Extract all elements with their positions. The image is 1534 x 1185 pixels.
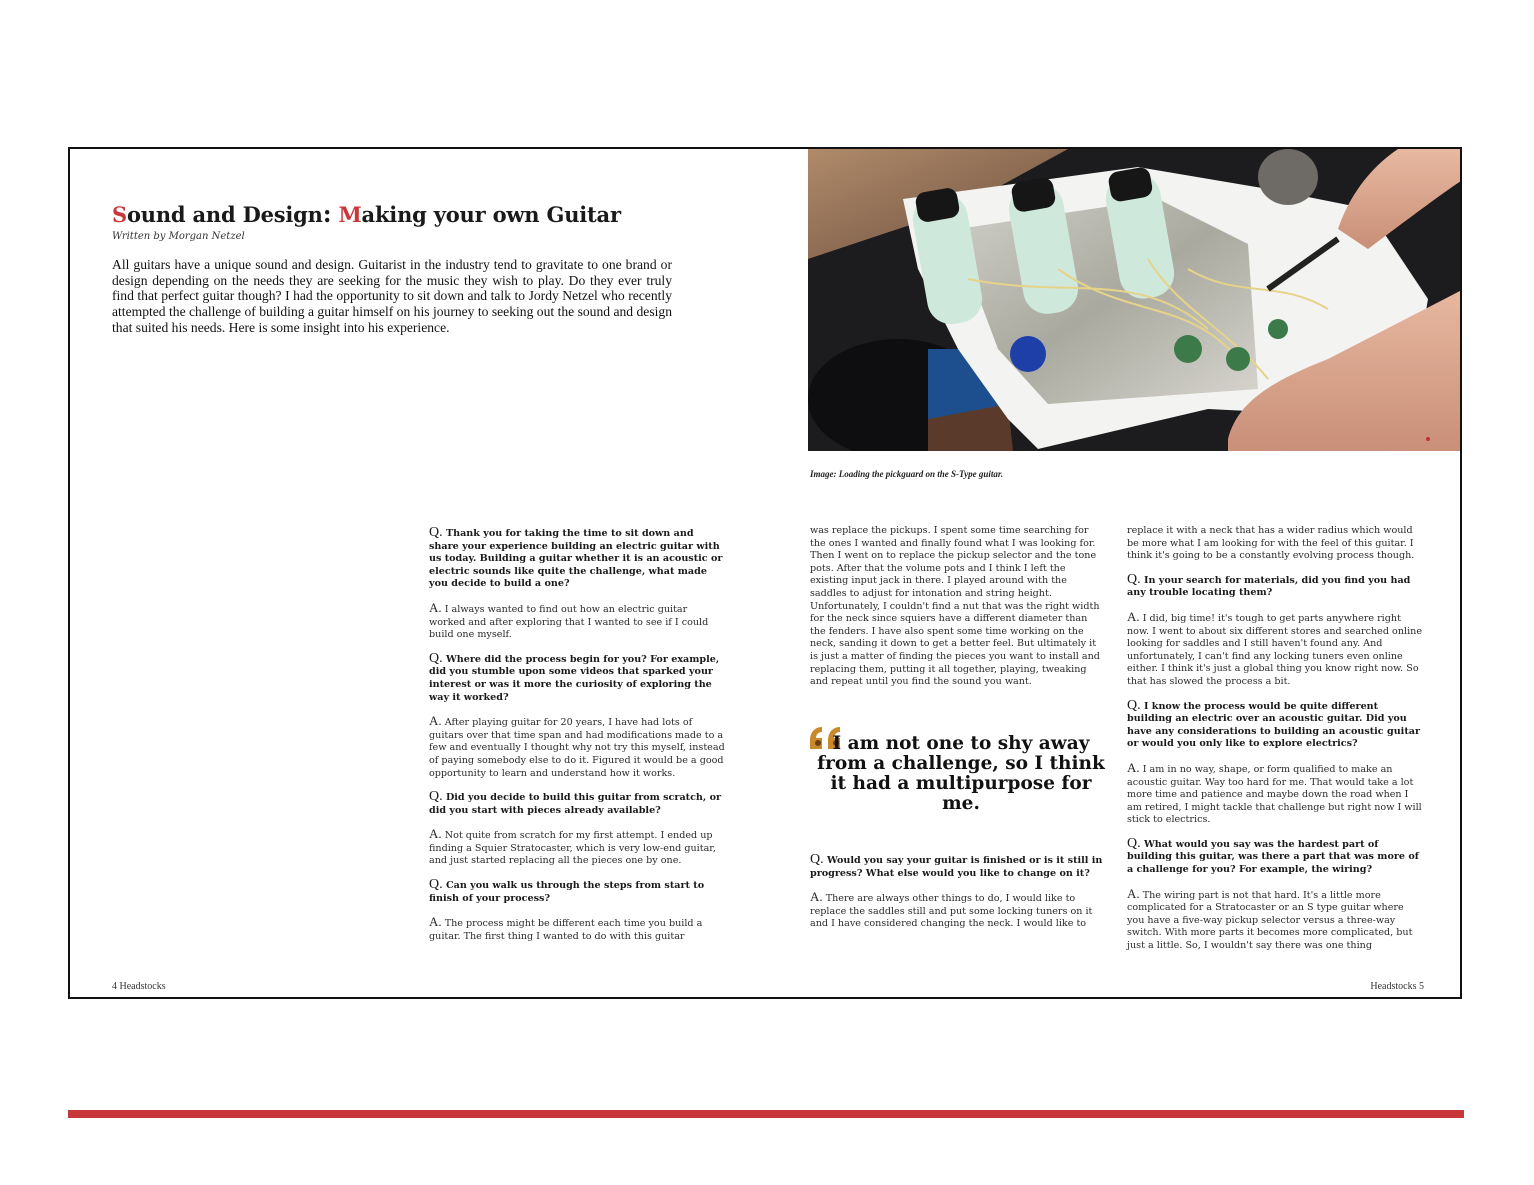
byline: Written by Morgan Netzel [112,231,245,242]
question-4: Q. Can you walk us through the steps from start to finish of your process? [429,877,705,904]
title-initial-m: M [338,202,362,227]
question-1: Q. Thank you for taking the time to sit down and share your experience building an electric guitar with us today. Building a guitar whether it is an acoustic or electric sounds like quite the challenge, what made you decide to build a one? [429,525,723,590]
answer-8: A. The wiring part is not that hard. It's a little more complicated for a Stratocaster or an S type guitar where you have a five-way pickup selector versus a three-way switch. With more parts it becomes more complicated, but just a little. So, I wouldn't say there was one thing [1127,885,1413,952]
pull-quote: I am not one to shy away from a challenge, so I think it had a multipurpose for me. [817,733,1105,814]
photo-caption: Image: Loading the pickguard on the S-Type guitar. [810,469,1004,479]
answer-1: A. I always wanted to find out how an electric guitar worked and after exploring that I wanted to see if I could build one myself. [429,599,709,641]
accent-bar [68,1110,1464,1118]
article-title [112,199,621,228]
answer-5-continued: replace it with a neck that has a wider radius which would be more what I am looking for with the feel of this guitar. I think it's going to be a constantly evolving process though. [1127,525,1415,562]
interview-column-2 [810,525,1106,700]
question-5: Q. Would you say your guitar is finished or is it still in progress? What else would you like to change on it? [810,852,1103,879]
answer-6: A. I did, big time! it's tough to get parts anywhere right now. I went to about six different stores and searched online looking for saddles and I still haven't found any. And unfortunately, I can't find any locking tuners even online either. I think it's just a global thing you know right now. So that has slowed the process a bit. [1127,608,1422,687]
interview-column-2-lower [810,854,1106,942]
answer-4-continued: was replace the pickups. I spent some time searching for the ones I wanted and finally found what I was looking for. Then I went on to replace the pickup selector and the tone pots. After that the volume pots and I think I left the existing input jack in there. I played around with the saddles to adjust for intonation and string height. Unfortunately, I couldn't find a nut that was the right width for the neck since squiers have a different diameter than the fenders. I have also spent some time working on the neck, sanding it down to get a better feel. But ultimately it is just a matter of finding the pieces you want to install and replacing them, putting it all together, playing, tweaking and repeat until you find the sound you want. [810,525,1100,688]
title-part-2: aking your own Guitar [361,202,621,227]
magazine-spread [68,147,1462,999]
question-6: Q. In your search for materials, did you find you had any trouble locating them? [1127,571,1411,599]
question-2: Q. Where did the process begin for you? For example, did you stumble upon some videos that sparked your interest or was it more the curiosity of exploring the way it worked? [429,650,720,703]
question-7: Q. I know the process would be quite different building an electric over an acoustic guitar. Did you have any considerations to building an acoustic guitar or would you only like to explore electrics? [1127,697,1421,750]
interview-column-3 [1127,525,1423,964]
folio-right: Headstocks 5 [1370,981,1424,992]
answer-3: A. Not quite from scratch for my first attempt. I ended up finding a Squier Stratocaster, which is very low-end guitar, and just started replacing all the pieces one by one. [429,826,716,867]
guitar-pickguard-photo [808,149,1462,451]
question-8: Q. What would you say was the hardest part of building this guitar, was there a part that was more of a challenge for you? For example, the wiring? [1127,835,1419,876]
title-initial-s: S [112,202,127,227]
title-colon: : [322,199,332,228]
photo-illustration [808,149,1462,451]
folio-left: 4 Headstocks [112,981,166,992]
answer-7: A. I am in no way, shape, or form qualified to make an acoustic guitar. Way too hard for me. That would take a lot more time and patience and maybe down the road when I am retired, I might tackle that challenge but right now I will stick to electrics. [1127,759,1422,826]
title-part-1: ound and Design [126,202,323,227]
answer-5: A. There are always other things to do, I would like to replace the saddles still and put some locking tuners on it and I have considered changing the neck. I would like to [810,889,1093,930]
question-3: Q. Did you decide to build this guitar from scratch, or did you start with pieces already available? [429,789,722,816]
answer-2: A. After playing guitar for 20 years, I have had lots of guitars over that time span and had modifications made to a few and eventually I thought why not try this myself, instead of paying somebody else to do it. Figured it would be a good opportunity to learn and understand how it works. [429,713,725,779]
interview-column-1 [429,527,725,954]
answer-4: A. The process might be different each time you build a guitar. The first thing I wanted to do with this guitar [429,914,703,942]
intro-paragraph: All guitars have a unique sound and design. Guitarist in the industry tend to gravitate to one brand or design depending on the needs they are seeking for the music they wish to play. Do they ever truly find that perfect guitar though? I had the opportunity to sit down and talk to Jordy Netzel who recently attempted the challenge of building a guitar himself on his journey to seeking out the sound and design that suited his needs. Here is some insight into his experience. [112,257,672,335]
